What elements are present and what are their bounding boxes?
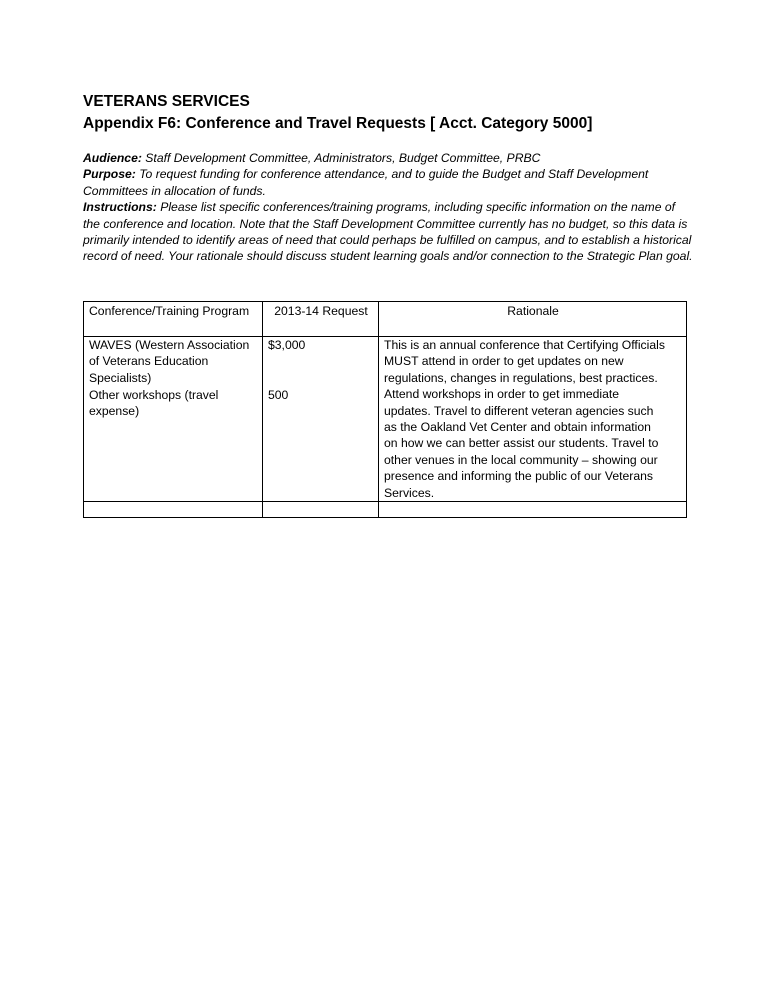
- request-waves: [268, 337, 374, 387]
- rationale-line: Attend workshops in order to get immediate: [384, 387, 620, 402]
- department-title: VETERANS SERVICES: [83, 93, 250, 110]
- audience-paragraph: [83, 150, 693, 166]
- header-program: Conference/Training Program: [84, 302, 263, 337]
- program-waves: [89, 337, 258, 387]
- request-cell: [263, 337, 379, 502]
- empty-cell: [84, 502, 263, 518]
- rationale-line: presence and informing the public of our Veterans: [384, 469, 653, 484]
- empty-cell: [263, 502, 379, 518]
- requests-table: [83, 301, 687, 518]
- instructions-paragraph: [83, 199, 693, 265]
- request-amount: $3,000: [268, 338, 306, 352]
- instructions-text: Please list specific conferences/training programs, including specific information on the name of the conference and location. Note that the Staff Development Committee currently has no budget, so this data is primarily intended to identify areas of need that could perhaps be fulfilled on campus, and to establish a historical record of need. Your rationale should discuss student learning goals and/or connection to the Strategic Plan goal.: [83, 200, 693, 264]
- empty-cell: [379, 502, 687, 518]
- request-other-workshops: [268, 387, 374, 403]
- header-request: 2013-14 Request: [263, 302, 379, 337]
- rationale-line: This is an annual conference that Certifying Officials: [384, 338, 665, 352]
- rationale-line: updates. Travel to different veteran agencies such: [384, 403, 654, 418]
- rationale-line: Services.: [384, 485, 435, 500]
- header-rationale: Rationale: [379, 302, 687, 337]
- purpose-label: Purpose:: [83, 167, 136, 182]
- rationale-line: MUST attend in order to get updates on new: [384, 354, 624, 369]
- program-other-workshops: [89, 387, 258, 420]
- rationale-line: as the Oakland Vet Center and obtain information: [384, 420, 651, 435]
- table-row: [84, 337, 687, 502]
- audience-text: Staff Development Committee, Administrators, Budget Committee, PRBC: [141, 151, 541, 165]
- intro-section: [83, 150, 693, 265]
- table-header-row: [84, 302, 687, 337]
- appendix-title: Appendix F6: Conference and Travel Requests [ Acct. Category 5000]: [83, 115, 593, 132]
- rationale-cell: [379, 337, 687, 502]
- program-line: WAVES (Western Association: [89, 338, 250, 352]
- purpose-paragraph: [83, 166, 693, 199]
- program-cell: [84, 337, 263, 502]
- program-line: expense): [89, 404, 140, 419]
- rationale-line: regulations, changes in regulations, best practices.: [384, 370, 658, 385]
- program-line: Specialists): [89, 370, 152, 385]
- table-row-empty: [84, 502, 687, 518]
- program-line: of Veterans Education: [89, 354, 209, 369]
- rationale-line: on how we can better assist our students. Travel to: [384, 436, 659, 451]
- purpose-text: To request funding for conference attendance, and to guide the Budget and Staff Development Committees in allocation of funds.: [83, 167, 649, 198]
- audience-label: Audience:: [83, 151, 142, 165]
- rationale-line: other venues in the local community – showing our: [384, 452, 658, 467]
- request-amount: 500: [268, 388, 289, 402]
- instructions-label: Instructions:: [83, 200, 157, 215]
- program-line: Other workshops (travel: [89, 388, 219, 402]
